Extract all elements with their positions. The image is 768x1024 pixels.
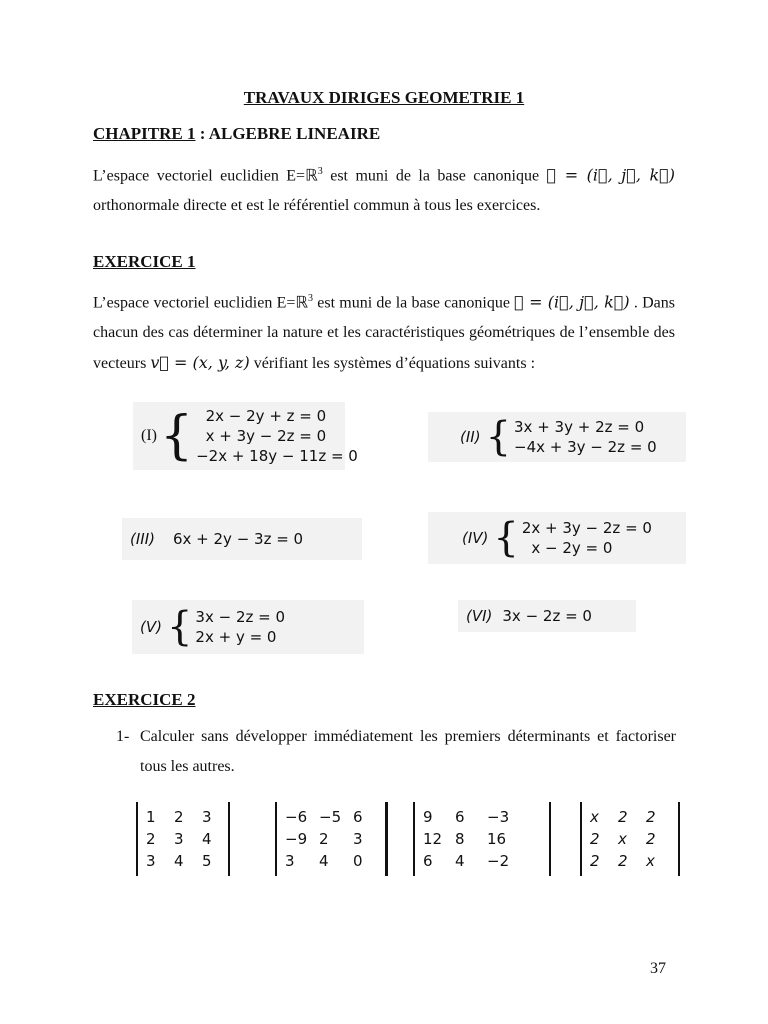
- system-1-brace: {: [159, 406, 194, 466]
- system-3-eq: 6x + 2y − 3z = 0: [172, 530, 304, 548]
- determinant-1-cell: 1: [146, 808, 156, 826]
- system-2-eq-2: −4x + 3y − 2z = 0: [514, 438, 657, 456]
- determinant-1-cell: 3: [174, 830, 184, 848]
- determinant-4-cell: 2: [646, 808, 656, 826]
- determinant-2-cell: 4: [319, 852, 329, 870]
- page-number: 37: [650, 960, 666, 977]
- determinant-3-cell: 9: [423, 808, 433, 826]
- exercise1-heading: [93, 252, 196, 272]
- determinant-1: [136, 802, 230, 876]
- system-5-label: (V): [140, 618, 162, 636]
- system-2-equations: [514, 417, 657, 457]
- system-3-label: (III): [130, 530, 155, 548]
- system-2-label: (II): [460, 428, 481, 446]
- intro-paragraph: [93, 157, 675, 221]
- system-4: [428, 512, 686, 564]
- determinant-1-cell: 2: [146, 830, 156, 848]
- determinant-2-cell: −9: [285, 830, 308, 848]
- chapter-heading: [93, 124, 380, 144]
- system-6-label: (VI): [466, 607, 493, 625]
- system-1-label: (I): [141, 427, 157, 444]
- intro-basis: 𝓑 = (i⃗, j⃗, k⃗): [546, 165, 675, 185]
- intro-text-1: L’espace vectoriel euclidien E=ℝ: [93, 167, 318, 185]
- exercise2-title: EXERCICE 2: [93, 690, 196, 709]
- system-6-eq: 3x − 2z = 0: [502, 607, 592, 625]
- determinant-2-cell: −6: [285, 808, 308, 826]
- system-5-brace: {: [166, 604, 193, 650]
- exercise2-item-1: [116, 722, 676, 782]
- exercise1-paragraph: [93, 284, 675, 379]
- system-2: [428, 412, 686, 462]
- determinant-4-cell: 2: [646, 830, 656, 848]
- determinant-1-cell: 4: [202, 830, 212, 848]
- system-4-equations: [522, 518, 652, 558]
- determinant-1-cell: 5: [202, 852, 212, 870]
- determinant-3-cell: −3: [487, 808, 510, 826]
- ex1-text-2: est muni de la base canonique: [313, 294, 515, 312]
- system-4-brace: {: [493, 515, 519, 561]
- determinant-1-cell: 4: [174, 852, 184, 870]
- ex1-basis: 𝓑 = (i⃗, j⃗, k⃗): [514, 292, 630, 312]
- determinant-4-cell: 2: [618, 852, 628, 870]
- determinant-3-cell: 16: [487, 830, 507, 848]
- system-4-eq-1: 2x + 3y − 2z = 0: [521, 519, 652, 537]
- determinant-4-cell: 2: [590, 852, 600, 870]
- determinant-4-cell: x: [618, 830, 627, 848]
- intro-exponent: 3: [317, 166, 323, 177]
- ex1-text-3: . Dans chacun des cas déterminer la nature et les caractéristiques géométriques de l’ensemble des vecteurs: [93, 294, 676, 373]
- ex1-text-4: vérifiant les systèmes d’équations suivants :: [249, 355, 536, 373]
- system-1-eq-2: x + 3y − 2z = 0: [196, 427, 327, 445]
- item-1-text: Calculer sans développer immédiatement les premiers déterminants et factoriser tous les autres.: [140, 728, 676, 775]
- ex1-exponent: 3: [308, 293, 314, 304]
- system-5-eq-2: 2x + y = 0: [195, 628, 277, 646]
- determinant-2-cell: 3: [353, 830, 363, 848]
- exercise1-title: EXERCICE 1: [93, 252, 196, 271]
- determinant-2-cell: 6: [353, 808, 363, 826]
- system-5: [132, 600, 364, 654]
- system-1: [133, 402, 358, 470]
- determinant-3-cell: 8: [455, 830, 465, 848]
- exercise2-heading: [93, 690, 196, 710]
- determinant-2-cell: 0: [353, 852, 363, 870]
- ex1-text-1: L’espace vectoriel euclidien E=ℝ: [93, 294, 309, 312]
- determinant-2-cell: 3: [285, 852, 295, 870]
- system-4-label: (IV): [462, 529, 489, 547]
- chapter-label: CHAPITRE 1: [93, 124, 196, 143]
- chapter-name: ALGEBRE LINEAIRE: [208, 124, 381, 143]
- determinant-1-cell: 2: [174, 808, 184, 826]
- system-2-eq-1: 3x + 3y + 2z = 0: [514, 418, 645, 436]
- system-3: [122, 518, 362, 560]
- intro-text-2: est muni de la base canonique: [322, 167, 547, 185]
- ex1-vector: v⃗ = (x, y, z): [150, 353, 250, 373]
- determinant-4-cell: 2: [618, 808, 628, 826]
- determinant-3-cell: 6: [423, 852, 433, 870]
- determinant-1-cell: 3: [146, 852, 156, 870]
- system-6: [458, 600, 636, 632]
- system-5-eq-1: 3x − 2z = 0: [195, 608, 286, 626]
- chapter-separator: :: [195, 124, 209, 143]
- determinant-2-cell: −5: [319, 808, 342, 826]
- intro-text-3: orthonormale directe et est le référentiel commun à tous les exercices.: [93, 197, 541, 215]
- system-5-equations: [195, 607, 285, 647]
- determinant-3-cell: 4: [455, 852, 465, 870]
- determinant-2-cell: 2: [319, 830, 329, 848]
- determinant-3: [413, 802, 551, 876]
- determinant-3-cell: 6: [455, 808, 465, 826]
- determinant-1-cell: 3: [202, 808, 212, 826]
- determinant-3-cell: 12: [423, 830, 443, 848]
- system-1-equations: [196, 406, 358, 466]
- system-4-eq-2: x − 2y = 0: [521, 539, 613, 557]
- document-title: TRAVAUX DIRIGES GEOMETRIE 1: [243, 88, 525, 107]
- system-1-eq-1: 2x − 2y + z = 0: [196, 407, 327, 425]
- determinant-2: [275, 802, 388, 876]
- determinant-4-cell: x: [646, 852, 655, 870]
- determinant-4-cell: x: [590, 808, 599, 826]
- system-2-brace: {: [485, 414, 512, 460]
- determinant-4: [580, 802, 680, 876]
- determinant-3-cell: −2: [487, 852, 510, 870]
- determinant-4-cell: 2: [590, 830, 600, 848]
- system-1-eq-3: −2x + 18y − 11z = 0: [196, 447, 358, 465]
- item-1-number: 1-: [116, 728, 130, 745]
